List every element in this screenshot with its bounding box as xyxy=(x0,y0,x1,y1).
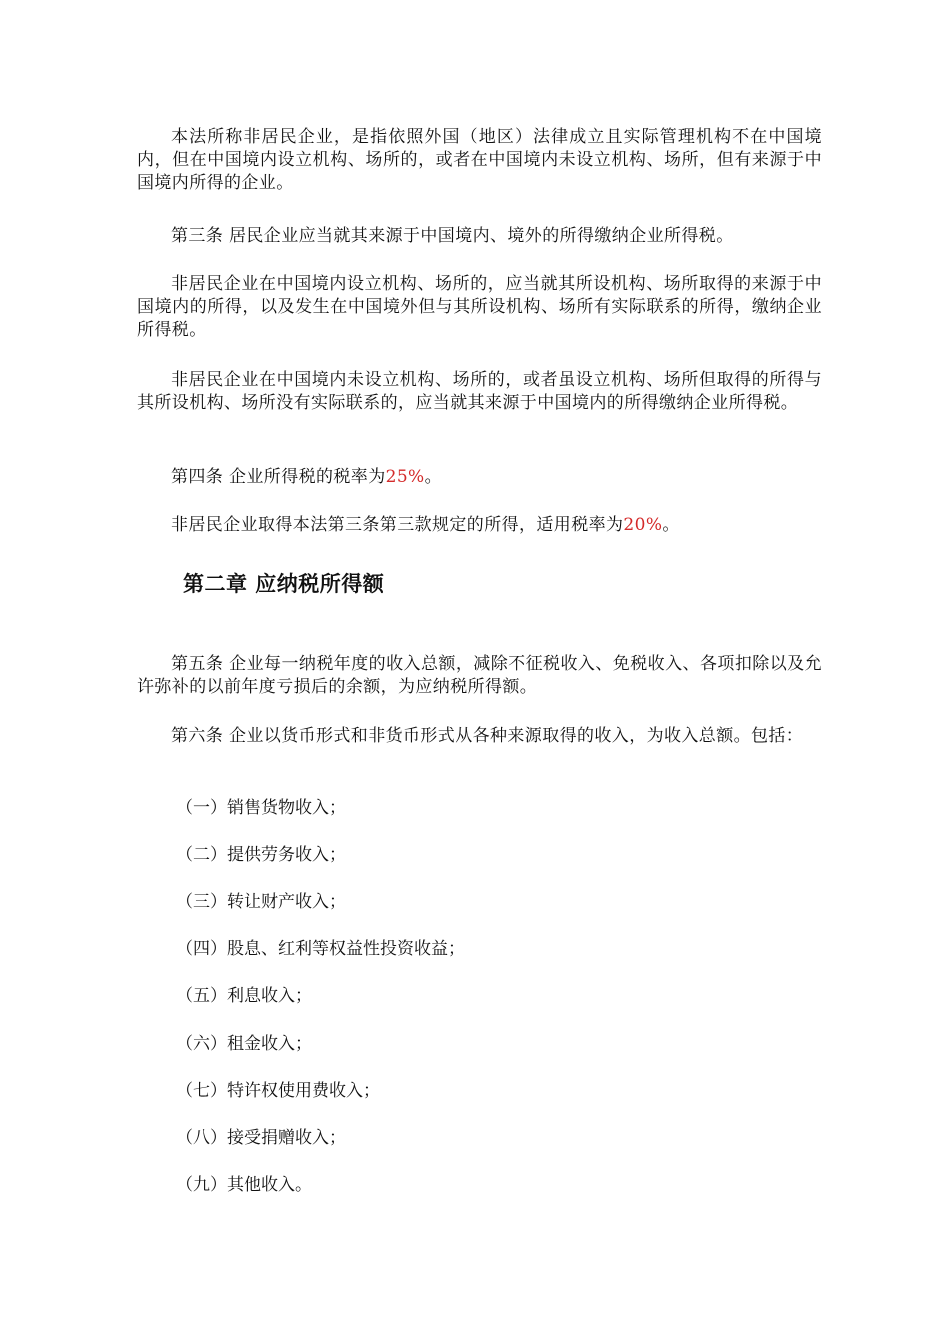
list-item: （三）转让财产收入； xyxy=(176,892,346,912)
tax-rate-20: 20% xyxy=(623,515,663,535)
paragraph-nonresident-without-establishment: 非居民企业在中国境内未设立机构、场所的，或者虽设立机构、场所但取得的所得与其所设机构、场所没有实际联系的，应当就其来源于中国境内的所得缴纳企业所得税。 xyxy=(137,370,822,413)
list-item: （八）接受捐赠收入； xyxy=(176,1128,346,1148)
nonresident-rate-end: 。 xyxy=(662,515,680,535)
paragraph-nonresident-rate xyxy=(137,514,822,537)
list-item: （七）特许权使用费收入； xyxy=(176,1081,380,1101)
list-item: （六）租金收入； xyxy=(176,1034,312,1054)
article-4-text: 第四条 企业所得税的税率为 xyxy=(171,467,386,487)
list-item: （二）提供劳务收入； xyxy=(176,845,346,865)
paragraph-nonresident-with-establishment: 非居民企业在中国境内设立机构、场所的，应当就其所设机构、场所取得的来源于中国境内的所得，以及发生在中国境外但与其所设机构、场所有实际联系的所得，缴纳企业所得税。 xyxy=(137,274,822,340)
paragraph-nonresident-definition: 本法所称非居民企业，是指依照外国（地区）法律成立且实际管理机构不在中国境内，但在中国境内设立机构、场所的，或者在中国境内未设立机构、场所，但有来源于中国境内所得的企业。 xyxy=(137,127,822,193)
list-item: （九）其他收入。 xyxy=(176,1175,312,1195)
paragraph-article-5: 第五条 企业每一纳税年度的收入总额，减除不征税收入、免税收入、各项扣除以及允许弥补的以前年度亏损后的余额，为应纳税所得额。 xyxy=(137,654,822,697)
list-item: （五）利息收入； xyxy=(176,986,312,1006)
article-4-end: 。 xyxy=(424,467,443,487)
nonresident-rate-text: 非居民企业取得本法第三条第三款规定的所得，适用税率为 xyxy=(171,515,624,535)
chapter-title: 第二章 应纳税所得额 xyxy=(183,572,385,596)
tax-rate-25: 25% xyxy=(385,467,425,487)
list-item: （一）销售货物收入； xyxy=(176,798,346,818)
list-item: （四）股息、红利等权益性投资收益； xyxy=(176,939,465,959)
paragraph-article-6: 第六条 企业以货币形式和非货币形式从各种来源取得的收入，为收入总额。包括： xyxy=(171,726,804,746)
paragraph-article-3: 第三条 居民企业应当就其来源于中国境内、境外的所得缴纳企业所得税。 xyxy=(171,226,734,246)
paragraph-article-4 xyxy=(137,466,822,489)
